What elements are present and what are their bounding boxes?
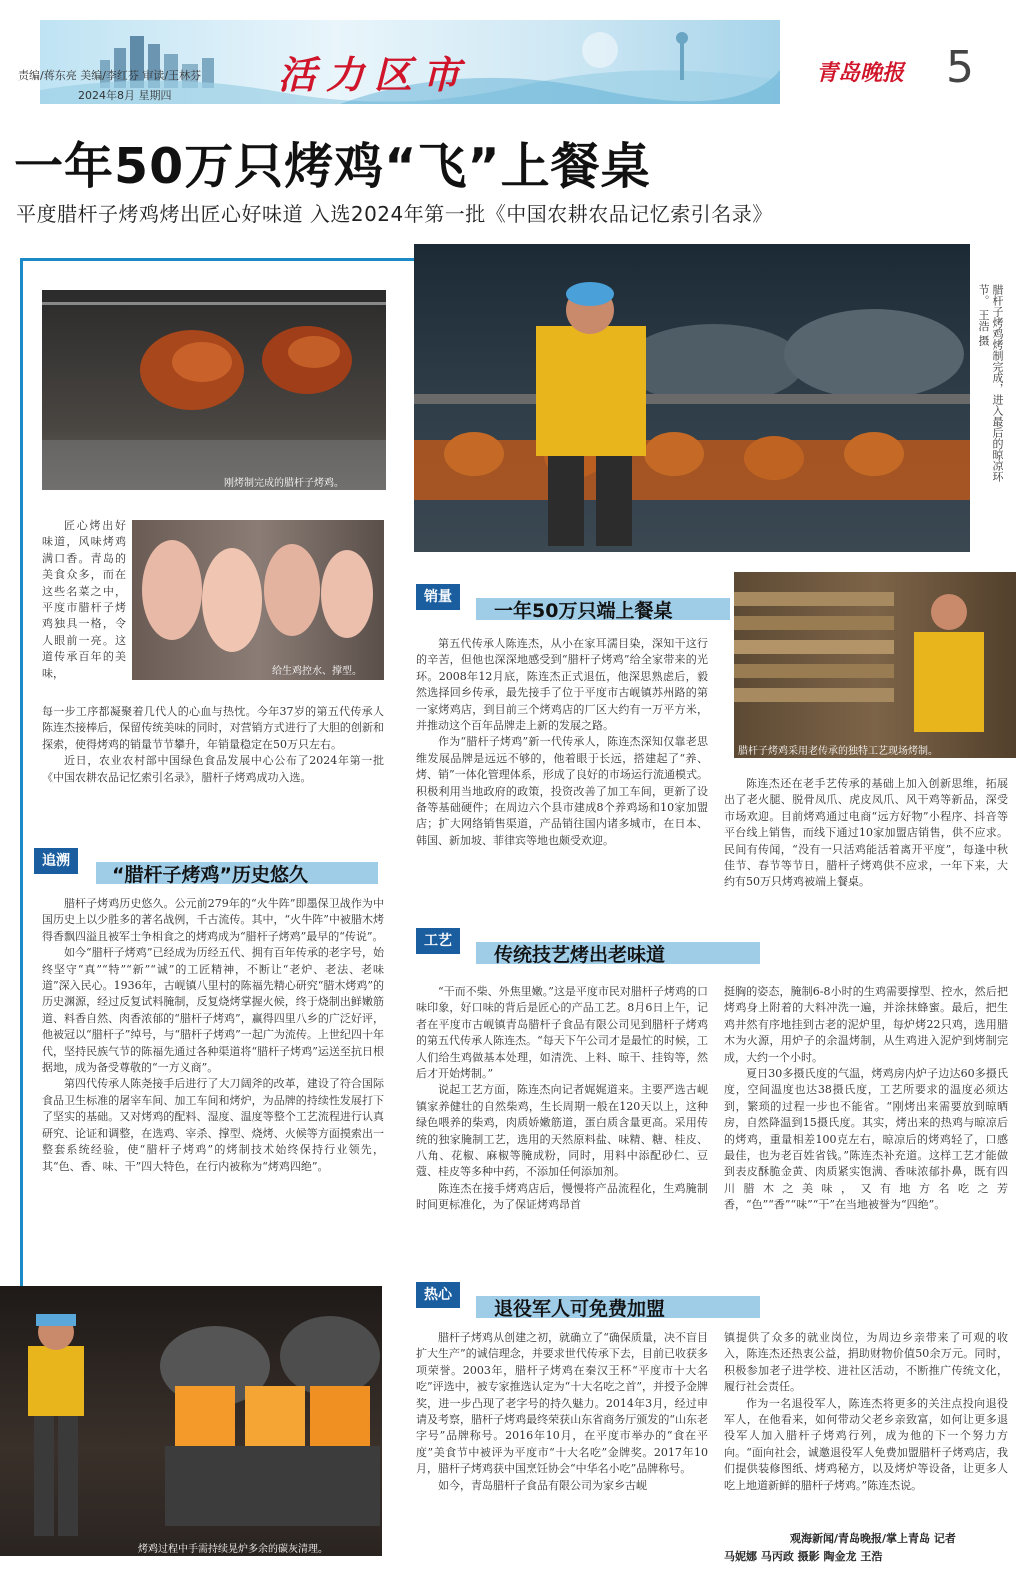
history-paragraph: 如今“腊杆子烤鸡”已经成为历经五代、拥有百年传承的老字号，始终坚守“真”“特”“新”“诚”的工匠精神，不断让“老炉、老法、老味道”深入民心。1936年，古岘镇八里村的陈福先精心研究“腊木烤鸡”的历史渊源，经过反复试料腌制，反复烧烤掌握火候，终于烧制出鲜嫩筋道、料香自然、肉香浓郁的“腊杆子烤鸡”，赢得四里八乡的广泛好评，他被冠以“腊杆子”绰号，与“腊杆子烤鸡”一起广为流传。上世纪四十年代，坚持民族气节的陈福先通过各种渠道将“腊杆子烤鸡”运送至抗日根据地，成为备受尊敬的“一方义商”。: [42, 946, 384, 1075]
photo-roast-chicken-top: [42, 290, 386, 490]
photo-raw-chicken: [132, 520, 384, 680]
sales-paragraph: 陈连杰还在老手艺传承的基础上加入创新思维，拓展出了老火腿、脱骨凤爪、虎皮凤爪、风干鸡等新品，深受市场欢迎。目前烤鸡通过电商“远方好物”小程序、抖音等平台线上销售，而线下通过10家加盟店销售，供不应求。民间有传闻，“没有一只活鸡能活着离开平度”，每逢中秋佳节、春节等节日，腊杆子烤鸡供不应求，一年下来，大约有50万只烤鸡被端上餐桌。: [724, 777, 1008, 889]
craft-text-right: [724, 984, 1008, 1214]
history-text: [42, 896, 384, 1175]
sales-paragraph: 第五代传承人陈连杰，从小在家耳濡目染，深知干这行的辛苦，但他也深深地感受到“腊杆子烤鸡”给全家带来的光环。2008年12月底，陈连杰正式退伍，他深思熟虑后，毅然选择回乡传承，最先接手了位于平度市古岘镇苏州路的第一家烤鸡店，到目前三个烤鸡店的厂区大约有一万平方米，并推动这个百年品牌走上新的发展之路。: [416, 637, 708, 733]
veteran-paragraph: 镇提供了众多的就业岗位，为周边乡亲带来了可观的收入，陈连杰还热衷公益，捐助财物价值50余万元。同时，积极参加老子进学校、进社区活动，不断推广传统文化，履行社会责任。: [724, 1331, 1008, 1394]
section-name: 活力区市: [278, 52, 471, 97]
section-tag-history: 追溯: [34, 848, 78, 874]
roast-chicken-illustration: [42, 290, 386, 490]
veteran-paragraph: 腊杆子烤鸡从创建之初，就确立了“确保质量，决不盲目扩大生产”的诚信理念，并要求世代传承下去，目前已收获多项荣誉。2003年，腊杆子烤鸡在秦汉王杯“平度市十大名吃”评选中，被专家推选认定为“十大名吃之首”，并授予金牌奖，进一步凸现了老字号的持久魅力。2014年3月，经过申请及考察，腊杆子烤鸡最终荣获山东省商务厅颁发的“山东老字号”品牌称号。2016年10月，在平度市举办的“食在平度”美食节中被评为平度市“十大名吃”金牌奖。2017年10月，腊杆子烤鸡获中国烹饪协会“中华名小吃”品牌称号。: [416, 1331, 708, 1476]
date-line: 2024年8月 星期四: [78, 89, 172, 102]
craft-paragraph: 夏日30多摄氏度的气温，烤鸡房内炉子边达60多摄氏度，空间温度也达38摄氏度，工艺所要求的温度必须达到，繁琐的过程一步也不能省。“刚烤出来需要放到晾晒房，自然降温到15摄氏度。其实，烤出来的热鸡与晾凉后的烤鸡，重量相差100克左右，晾凉后的烤鸡轻了，口感最佳，也为老百姓省钱。”陈连杰补充道。这样工艺才能做到表皮酥脆金黄、肉质紧实饱满、香味浓郁扑鼻，既有四川腊木之美味，又有地方名吃之芳香，“色”“香”“味”“干”在当地被誉为“四绝”。: [724, 1067, 1008, 1212]
craft-paragraph: “干而不柴、外焦里嫩。”这是平度市民对腊杆子烤鸡的口味印象，好口味的背后是匠心的产品工艺。8月6日上午，记者在平度市古岘镇青岛腊杆子食品有限公司见到腊杆子烤鸡的第五代传承人陈连杰。“每天下午公司才是最忙的时候，工人们给生鸡做基本处理，如清洗、上料、晾干、挂钩等，然后才开始烤制。”: [416, 985, 708, 1081]
photo-caption: 腊杆子烤鸡采用老传承的独特工艺现场烤制。: [738, 746, 938, 757]
section-title-sales: 一年50万只端上餐桌: [494, 600, 673, 622]
section-tag-veteran: 热心: [416, 1282, 460, 1308]
craft-text-left: [416, 984, 708, 1214]
section-title-craft: 传统技艺烤出老味道: [494, 944, 666, 966]
veteran-paragraph: 如今，青岛腊杆子食品有限公司为家乡古岘: [438, 1478, 647, 1492]
oven-illustration: [0, 1286, 382, 1556]
intro-paragraph-1: 每一步工序都凝聚着几代人的心血与热忱。今年37岁的第五代传承人陈连杰接棒后，保留传统美味的同时，对营销方式进行了大胆的创新和探索，使得烤鸡的销量节节攀升，年销量稳定在50万只左右。: [42, 705, 384, 751]
intro-side-text: [42, 518, 126, 682]
photo-caption-vertical: 腊杆子烤鸡烤制完成，进入最后的晾凉环节。 王浩 摄: [977, 284, 1004, 482]
headline: 一年50万只烤鸡“飞”上餐桌: [14, 138, 651, 195]
craft-paragraph: 挺胸的姿态，腌制6-8小时的生鸡需要撑型、控水，然后把烤鸡身上附着的大料冲洗一遍，并涂抹蜂蜜。最后，把生鸡井然有序地挂到古老的泥炉里，每炉烤22只鸡，选用腊木为火源，用炉子的余温烤制，从生鸡进入泥炉到烤制完成，大约一个小时。: [724, 985, 1008, 1064]
editor-line: 责编/蒋东亮 美编/李红芬 审读/王林芬: [18, 69, 202, 82]
sales-paragraph: 作为“腊杆子烤鸡”新一代传承人，陈连杰深知仅靠老思维发展品牌是远远不够的，他着眼于长远，搭建起了“养、烤、销”一体化管理体系，形成了良好的市场运行流通模式。积极利用当地政府的政策，投资改善了加工车间，更新了设备等基础硬件；在周边六个县市建成8个养鸡场和10家加盟店；扩大网络销售渠道，产品销往国内诸多城市，在日本、韩国、新加坡、菲律宾等地也颇受欢迎。: [416, 735, 708, 847]
raw-chicken-illustration: [132, 520, 384, 680]
photo-caption: 刚烤制完成的腊杆子烤鸡。: [224, 478, 344, 489]
reporter-credit-1: 观海新闻/青岛晚报/掌上青岛 记者: [790, 1532, 956, 1545]
cooling-room-illustration: [414, 244, 970, 552]
photo-caption: 烤鸡过程中手需持续晃炉多余的碳灰清理。: [138, 1544, 328, 1555]
section-title-veteran: 退役军人可免费加盟: [494, 1298, 666, 1320]
veteran-paragraph: 作为一名退役军人，陈连杰将更多的关注点投向退役军人，在他看来，如何带动父老乡亲致富，如何让更多退役军人加入腊杆子烤鸡行列，成为他的下一个努力方向。“面向社会，诚邀退役军人免费加盟腊杆子烤鸡店，我们提供装修图纸、烤鸡秘方，以及烤炉等设备，让更多人吃上地道新鲜的腊杆子烤鸡。”陈连杰说。: [724, 1396, 1008, 1492]
section-tag-sales: 销量: [416, 584, 460, 610]
section-title-history: “腊杆子烤鸡”历史悠久: [112, 864, 308, 886]
intro-side-paragraph: 匠心烤出好味道，风味烤鸡满口香。青岛的美食众多，而在这些名菜之中，平度市腊杆子烤鸡独具一格，令人眼前一亮。这道传承百年的美味，: [42, 519, 126, 680]
intro-paragraph-2: 近日，农业农村部中国绿色食品发展中心公布了2024年第一批《中国农耕农品记忆索引名录》，腊杆子烤鸡成功入选。: [42, 754, 384, 784]
sales-text: [416, 636, 708, 849]
sales-text-right: [724, 776, 1008, 891]
veteran-text-left: [416, 1330, 708, 1494]
wood-stack-illustration: [734, 572, 1016, 758]
intro-text: [42, 704, 384, 786]
photo-roasting-oven: [0, 1286, 382, 1556]
craft-paragraph: 陈连杰在接手烤鸡店后，慢慢将产品流程化，生鸡腌制时间更标准化，为了保证烤鸡昂首: [416, 1181, 708, 1212]
reporter-credit-2: 马妮娜 马丙政 摄影 陶金龙 王浩: [724, 1550, 883, 1563]
subheadline: 平度腊杆子烤鸡烤出匠心好味道 入选2024年第一批《中国农耕农品记忆索引名录》: [16, 202, 773, 226]
photo-cooling-room: [414, 244, 970, 552]
history-paragraph: 第四代传承人陈尧接手后进行了大刀阔斧的改革，建设了符合国际食品卫生标准的屠宰车间、加工车间和烤炉，为品牌的持续性发展打下了坚实的基础。又对烤鸡的配料、湿度、温度等整个工艺流程进行认真研究、论证和调整，在选鸡、宰杀、撑型、烧烤、火候等方面摸索出一整套系统经验，使“腊杆子烤鸡”的烤制技术始终保持行业领先，其“色、香、味、干”四大特色，在行内被称为“烤鸡四绝”。: [42, 1077, 384, 1173]
veteran-text-right: [724, 1330, 1008, 1494]
craft-paragraph: 说起工艺方面，陈连杰向记者娓娓道来。主要严选古岘镇家养健壮的自然柴鸡，生长周期一般在120天以上，这种绿色喂养的柴鸡，肉质娇嫩筋道，蛋白质含量更高。采用传统的独家腌制工艺，选用的天然原料盐、味精、糖、桂皮、八角、花椒、麻椒等腌成粉，同时，用料中添配砂仁、豆蔻、桂皮等多种中药，不添加任何添加剂。: [416, 1083, 708, 1179]
photo-caption: 给生鸡控水、撑型。: [272, 666, 362, 677]
newspaper-name: 青岛晚报: [816, 60, 905, 86]
photo-wood-stacking: [734, 572, 1016, 758]
history-paragraph: 腊杆子烤鸡历史悠久。公元前279年的“火牛阵”即墨保卫战作为中国历史上以少胜多的著名战例，千古流传。其中，“火牛阵”中被腊木烤得香飘四溢且被军士争相食之的烤鸡成为“腊杆子烤鸡”最早的“传说”。: [42, 897, 384, 943]
section-tag-craft: 工艺: [416, 928, 460, 954]
page-number: 5: [946, 42, 974, 93]
